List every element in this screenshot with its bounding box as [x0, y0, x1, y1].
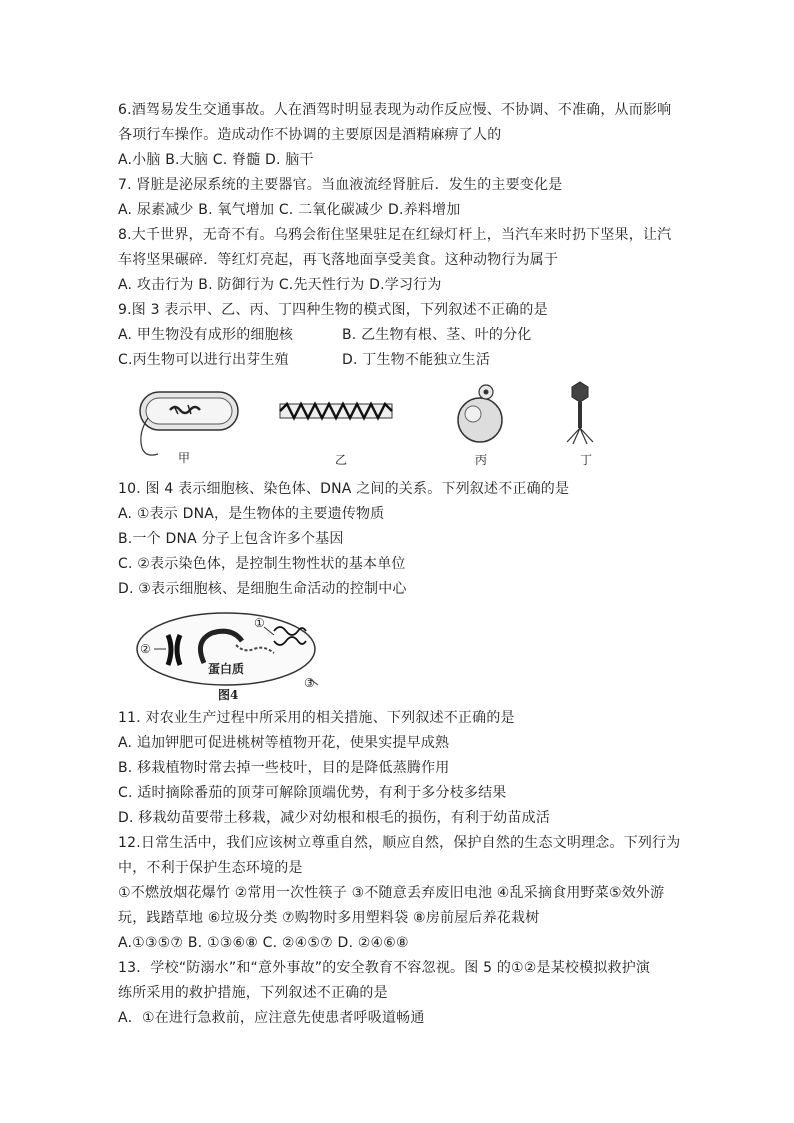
q10-option-a: A. ①表示 DNA，是生物体的主要遗传物质	[118, 506, 385, 522]
q10-option-c: C. ②表示染色体，是控制生物性状的基本单位	[118, 556, 406, 572]
q6-stem-line2: 各项行车操作。造成动作不协调的主要原因是酒精麻痹了人的	[118, 127, 502, 143]
figure-4-caption: 图4	[218, 688, 239, 702]
figure-3-label-jia: 甲	[178, 451, 191, 465]
q7-stem: 7. 肾脏是泌尿系统的主要器官。当血液流经肾脏后．发生的主要变化是	[118, 177, 563, 193]
q12-stem-line2: 中，不利于保护生态环境的是	[118, 860, 303, 876]
figure-3-label-ding: 丁	[580, 453, 593, 467]
q9-option-b: B. 乙生物有根、茎、叶的分化	[342, 327, 532, 343]
figure-3-label-bing: 丙	[475, 453, 488, 467]
q7-options: A. 尿素减少 B. 氧气增加 C. 二氧化碳减少 D.养料增加	[118, 202, 461, 218]
q8-stem-line2: 车将坚果碾碎．等红灯亮起，再飞落地面享受美食。这种动物行为属于	[118, 252, 559, 268]
figure-3-label-yi: 乙	[335, 453, 348, 467]
q9-option-a: A. 甲生物没有成形的细胞核	[118, 327, 294, 343]
bacterium-illustration	[140, 392, 238, 455]
figure-4-mark-3: ③	[304, 676, 315, 690]
q12-items-line1: ①不燃放烟花爆竹 ②常用一次性筷子 ③不随意丢弃废旧电池 ④乱采摘食用野菜⑤效外游	[118, 885, 665, 901]
q9-stem: 9.图 3 表示甲、乙、丙、丁四种生物的模式图，下列叙述不正确的是	[118, 302, 548, 318]
figure-4-mark-1: ①	[254, 616, 265, 630]
figure-3-organisms	[130, 378, 630, 468]
q13-option-a: A．①在进行急救前，应注意先使患者呼吸道畅通	[118, 1010, 425, 1026]
q10-option-d: D. ③表示细胞核、是细胞生命活动的控制中心	[118, 581, 407, 597]
q8-stem-line1: 8.大千世界，无奇不有。乌鸦会衔住坚果驻足在红绿灯杆上，当汽车来时扔下坚果，让汽	[118, 227, 672, 243]
q11-option-d: D. 移栽幼苗要带土移栽，减少对幼根和根毛的损伤，有利于幼苗成活	[118, 810, 551, 826]
q12-stem-line1: 12.日常生活中，我们应该树立尊重自然，顺应自然，保护自然的生态文明理念。下列行为	[118, 835, 681, 851]
figure-4-mark-2: ②	[140, 642, 151, 656]
q8-options: A. 攻击行为 B. 防御行为 C.先天性行为 D.学习行为	[118, 277, 442, 293]
figure-4-nucleus-diagram	[132, 605, 328, 697]
q11-option-c: C. 适时摘除番茄的顶芽可解除顶端优势，有利于多分枝多结果	[118, 785, 507, 801]
q13-stem-line2: 练所采用的救护措施，下列叙述不正确的是	[118, 985, 388, 1001]
yeast-illustration	[458, 385, 502, 442]
q11-option-a: A. 追加钾肥可促进桃树等植物开花，使果实提早成熟	[118, 735, 450, 751]
q12-options: A.①③⑤⑦ B. ①③⑥⑧ C. ②④⑤⑦ D. ②④⑥⑧	[118, 935, 409, 951]
q10-option-b: B.一个 DNA 分子上包含许多个基因	[118, 531, 344, 547]
alga-filament-illustration	[280, 404, 392, 418]
q9-option-c: C.丙生物可以进行出芽生殖	[118, 352, 289, 368]
q13-stem-line1: 13．学校“防溺水”和“意外事故”的安全教育不容忽视。图 5 的①②是某校模拟救护演	[118, 960, 651, 976]
q6-options: A.小脑 B.大脑 C. 脊髓 D. 脑干	[118, 152, 314, 168]
bacteriophage-illustration	[567, 382, 593, 444]
q10-stem: 10. 图 4 表示细胞核、染色体、DNA 之间的关系。下列叙述不正确的是	[118, 481, 570, 497]
q9-option-d: D. 丁生物不能独立生活	[342, 352, 491, 368]
q11-option-b: B. 移栽植物时常去掉一些枝叶，目的是降低蒸腾作用	[118, 760, 450, 776]
q11-stem: 11. 对农业生产过程中所采用的相关措施、下列叙述不正确的是	[118, 710, 515, 726]
q12-items-line2: 玩，践踏草地 ⑥垃圾分类 ⑦购物时多用塑料袋 ⑧房前屋后养花栽树	[118, 910, 540, 926]
q6-stem-line1: 6.酒驾易发生交通事故。人在酒驾时明显表现为动作反应慢、不协调、不准确，从而影响	[118, 102, 672, 118]
figure-4-protein-label: 蛋白质	[208, 662, 245, 676]
